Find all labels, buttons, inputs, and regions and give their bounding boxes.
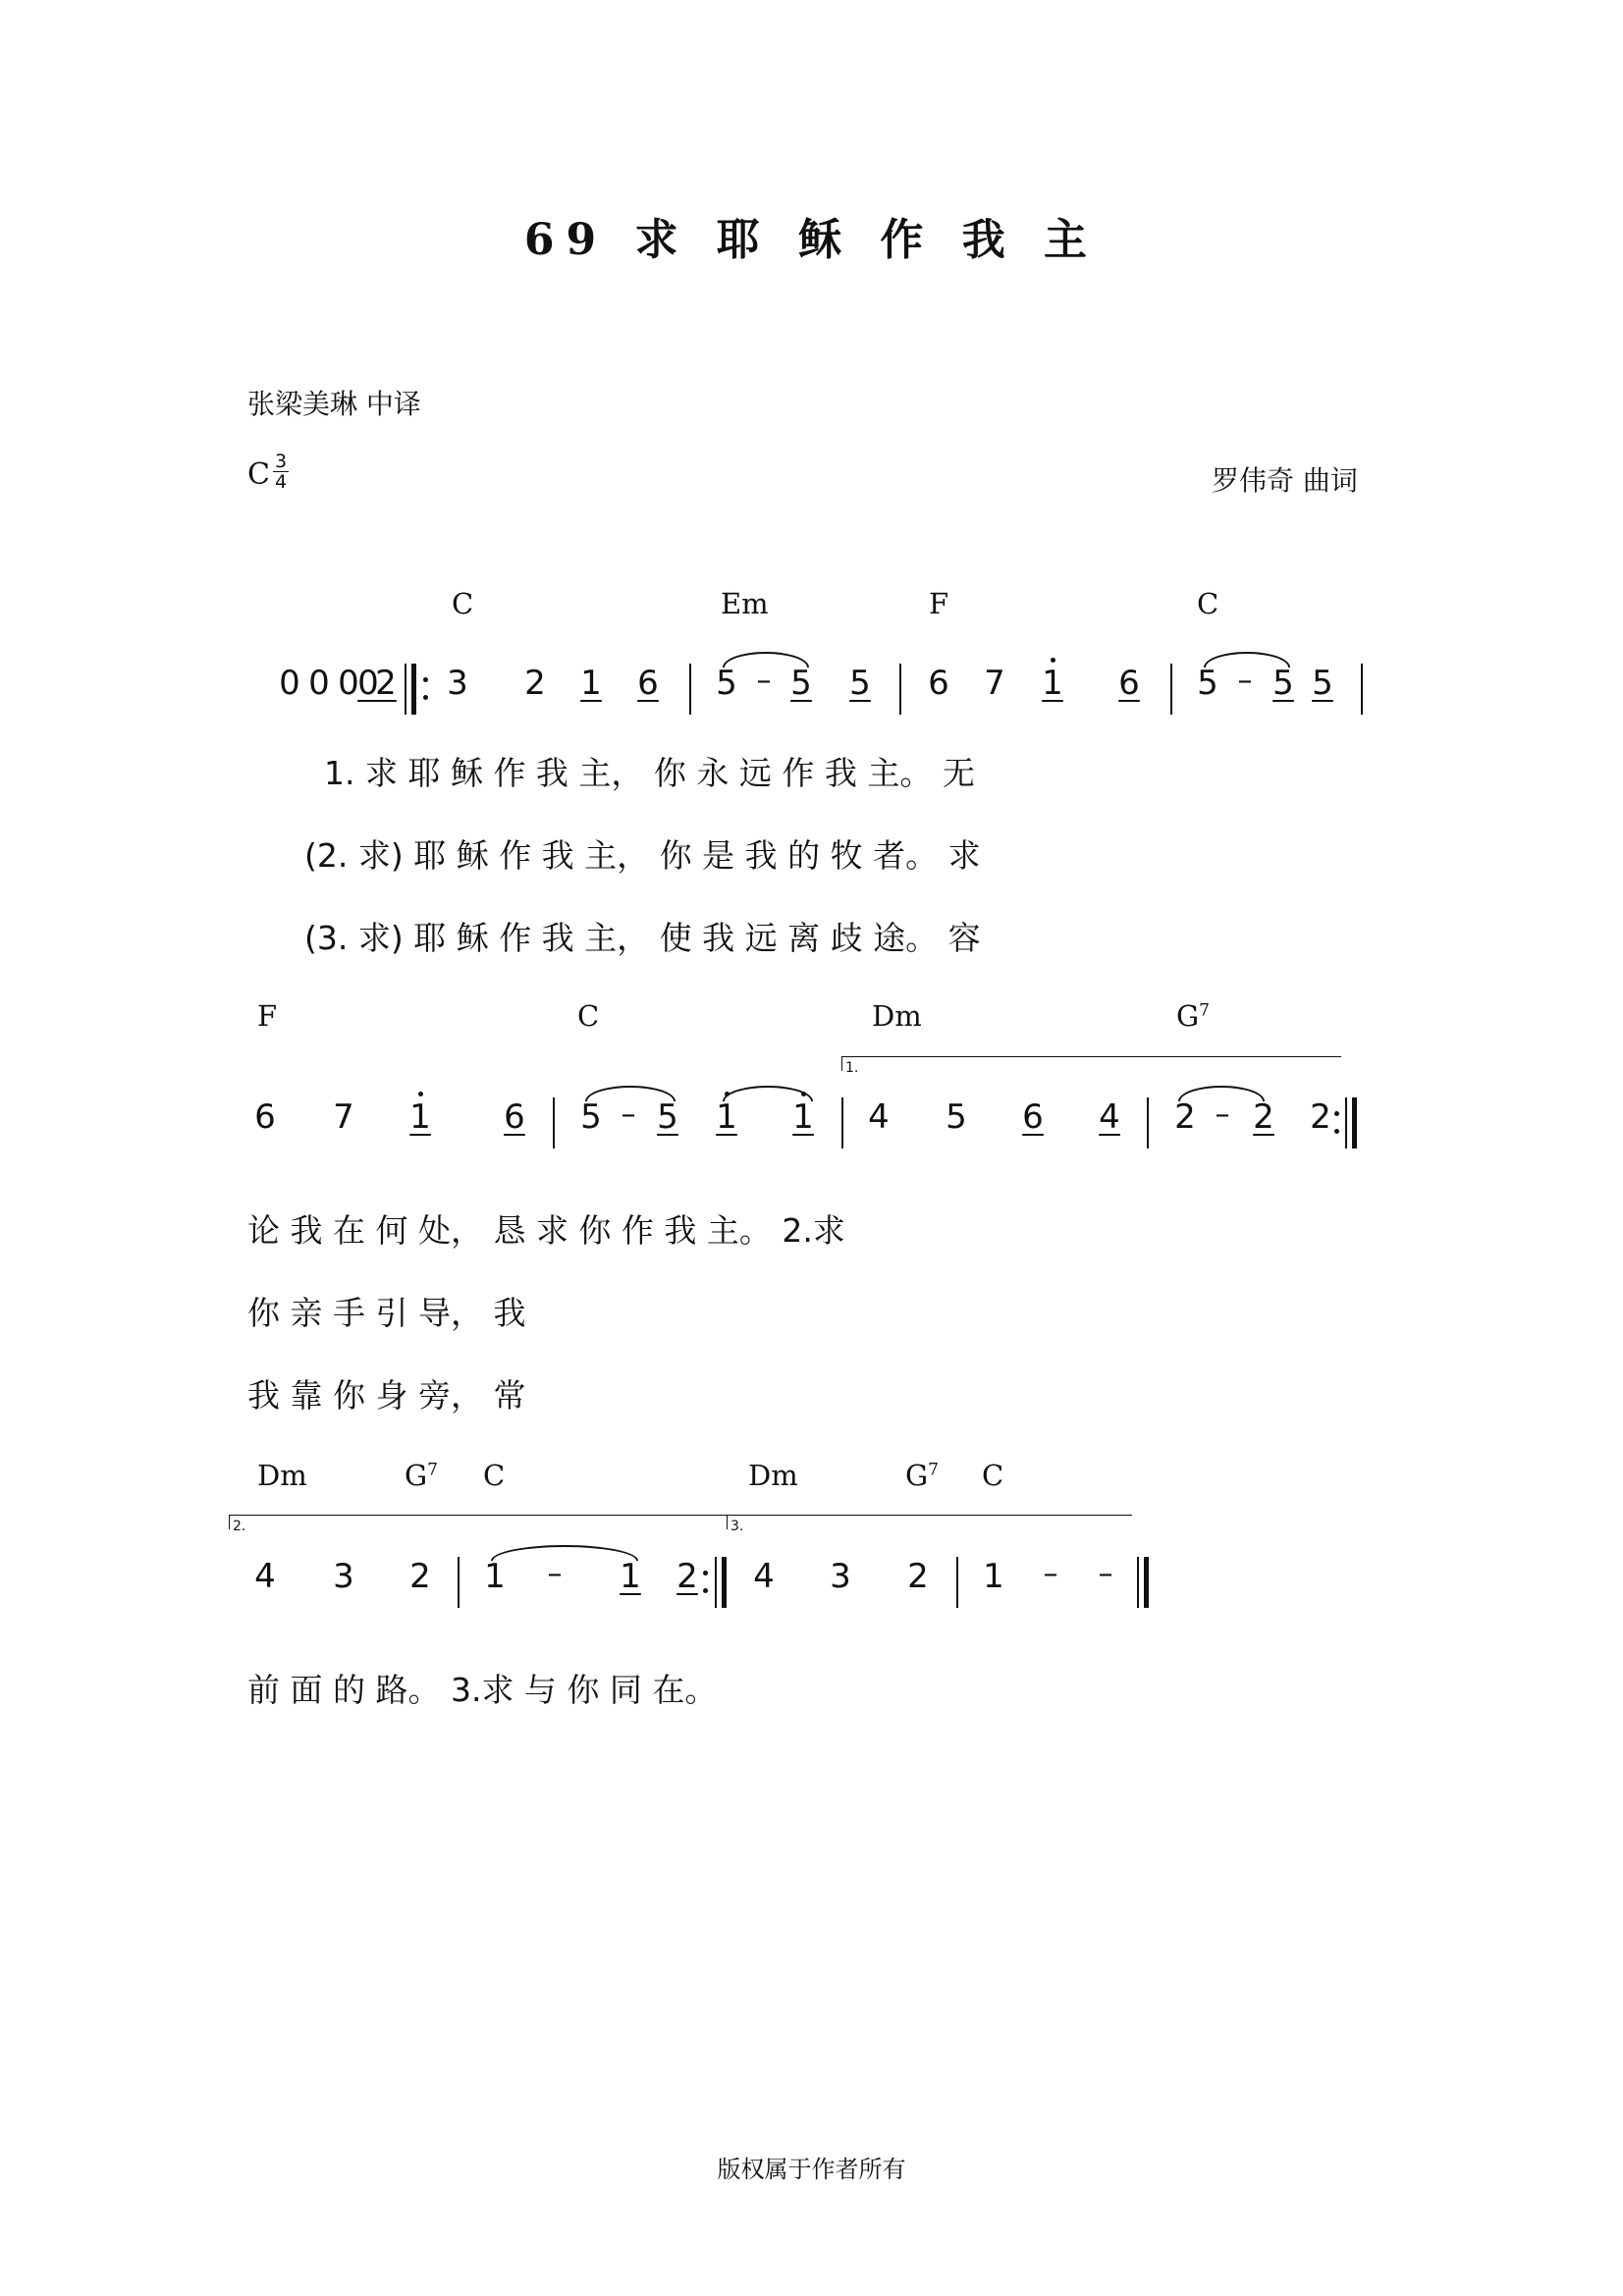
note: 2 (907, 1557, 929, 1596)
dash: – (1237, 664, 1253, 698)
note: 1 (709, 1097, 744, 1137)
repeat-end-bar (1352, 1097, 1357, 1148)
note: 3 (830, 1557, 851, 1596)
chord: C (577, 999, 600, 1033)
chord: $G^7$ (1176, 999, 1210, 1033)
repeat-start-bar (411, 664, 416, 715)
note: 5 (1312, 664, 1333, 703)
chord: C (483, 1459, 506, 1492)
note: 5 (657, 1097, 678, 1137)
repeat-end-bar (722, 1557, 727, 1608)
copyright-footer: 版权属于作者所有 (717, 2156, 906, 2183)
note: 4 (254, 1557, 276, 1596)
note: 2 (1253, 1097, 1274, 1137)
bar-line (553, 1097, 555, 1148)
note: 2 (375, 664, 397, 703)
note: 6 (504, 1097, 525, 1137)
bar-line (1147, 1097, 1149, 1148)
chord: C (982, 1459, 1004, 1492)
repeat-dot (423, 695, 428, 700)
bar-line (689, 664, 691, 715)
note: 1 (785, 1097, 821, 1137)
time-signature (273, 452, 289, 492)
note: 6 (1118, 664, 1140, 703)
note: 5 (716, 664, 737, 703)
final-bar (1137, 1557, 1139, 1608)
note: 0 (338, 664, 359, 703)
lyric-line: 你 亲 手 引 导， 我 (247, 1294, 526, 1332)
note: 5 (849, 664, 871, 703)
key-label: C (247, 457, 270, 492)
note: 2 (524, 664, 546, 703)
repeat-end-bar (715, 1557, 717, 1608)
chord: C (1197, 587, 1219, 620)
dash: – (756, 664, 772, 698)
volta-bracket: 2. (229, 1515, 728, 1529)
note: 4 (1099, 1097, 1120, 1137)
note: 7 (984, 664, 1005, 703)
dash: – (621, 1097, 636, 1132)
chord: Dm (257, 1459, 307, 1492)
note: 2 (1174, 1097, 1196, 1137)
note: 0 (308, 664, 330, 703)
dash: – (1043, 1557, 1058, 1591)
bar-line (841, 1097, 843, 1148)
note: 2 (676, 1557, 698, 1596)
repeat-dot (703, 1588, 708, 1593)
note: 5 (1197, 664, 1218, 703)
key-signature (247, 451, 288, 493)
dash: – (547, 1557, 563, 1591)
time-sig-top: 3 (274, 451, 288, 472)
note: 1 (1035, 664, 1070, 703)
chord: F (257, 999, 278, 1033)
note: 5 (1272, 664, 1294, 703)
lyric-line: (2. 求) 耶 稣 作 我 主， 你 是 我 的 牧 者。 求 (304, 836, 981, 875)
note: 6 (928, 664, 949, 703)
lyric-line: 我 靠 你 身 旁， 常 (247, 1376, 526, 1415)
note: 0 (357, 664, 379, 703)
note: 3 (447, 664, 468, 703)
page-title: 69 求 耶 稣 作 我 主 (523, 215, 1100, 265)
repeat-dot (1334, 1129, 1339, 1134)
note: 1 (403, 1097, 438, 1137)
note: 5 (946, 1097, 967, 1137)
chord: C (452, 587, 474, 620)
note: 5 (580, 1097, 602, 1137)
repeat-dot (423, 677, 428, 682)
composer-credit: 罗伟奇 曲词 (1212, 464, 1358, 497)
note: 1 (620, 1557, 641, 1596)
dash: – (1098, 1557, 1113, 1591)
repeat-start-bar (405, 664, 406, 715)
note: 0 (279, 664, 300, 703)
note: 6 (1022, 1097, 1044, 1137)
lyric-line: (3. 求) 耶 稣 作 我 主， 使 我 远 离 歧 途。 容 (304, 919, 981, 957)
repeat-dot (1334, 1111, 1339, 1116)
note: 4 (753, 1557, 775, 1596)
bar-line (458, 1557, 460, 1608)
repeat-end-bar (1345, 1097, 1347, 1148)
volta-bracket: 1. (841, 1056, 1341, 1071)
chord: Em (721, 587, 769, 620)
note: 6 (637, 664, 659, 703)
note: 1 (484, 1557, 506, 1596)
translator-credit: 张梁美琳 中译 (247, 388, 421, 420)
bar-line (1361, 664, 1363, 715)
time-sig-bottom: 4 (274, 471, 288, 493)
final-bar (1144, 1557, 1149, 1608)
note: 4 (868, 1097, 890, 1137)
note: 1 (580, 664, 602, 703)
bar-line (1170, 664, 1172, 715)
volta-bracket: 3. (727, 1515, 1132, 1529)
chord: F (929, 587, 949, 620)
chord: Dm (748, 1459, 798, 1492)
note: 2 (409, 1557, 431, 1596)
repeat-dot (703, 1571, 708, 1575)
note: 1 (983, 1557, 1004, 1596)
dash: – (1215, 1097, 1230, 1132)
lyric-line: 1. 求 耶 稣 作 我 主， 你 永 远 作 我 主。 无 (324, 754, 975, 792)
bar-line (956, 1557, 958, 1608)
chord: Dm (872, 999, 922, 1033)
note: 2 (1310, 1097, 1331, 1137)
note: 6 (254, 1097, 276, 1137)
note: 7 (333, 1097, 354, 1137)
lyric-line: 前 面 的 路。 3.求 与 你 同 在。 (247, 1671, 718, 1709)
note: 3 (333, 1557, 354, 1596)
lyric-line: 论 我 在 何 处， 恳 求 你 作 我 主。 2.求 (247, 1211, 845, 1250)
chord: $G^7$ (405, 1459, 438, 1492)
bar-line (899, 664, 901, 715)
chord: $G^7$ (905, 1459, 939, 1492)
note: 5 (790, 664, 812, 703)
